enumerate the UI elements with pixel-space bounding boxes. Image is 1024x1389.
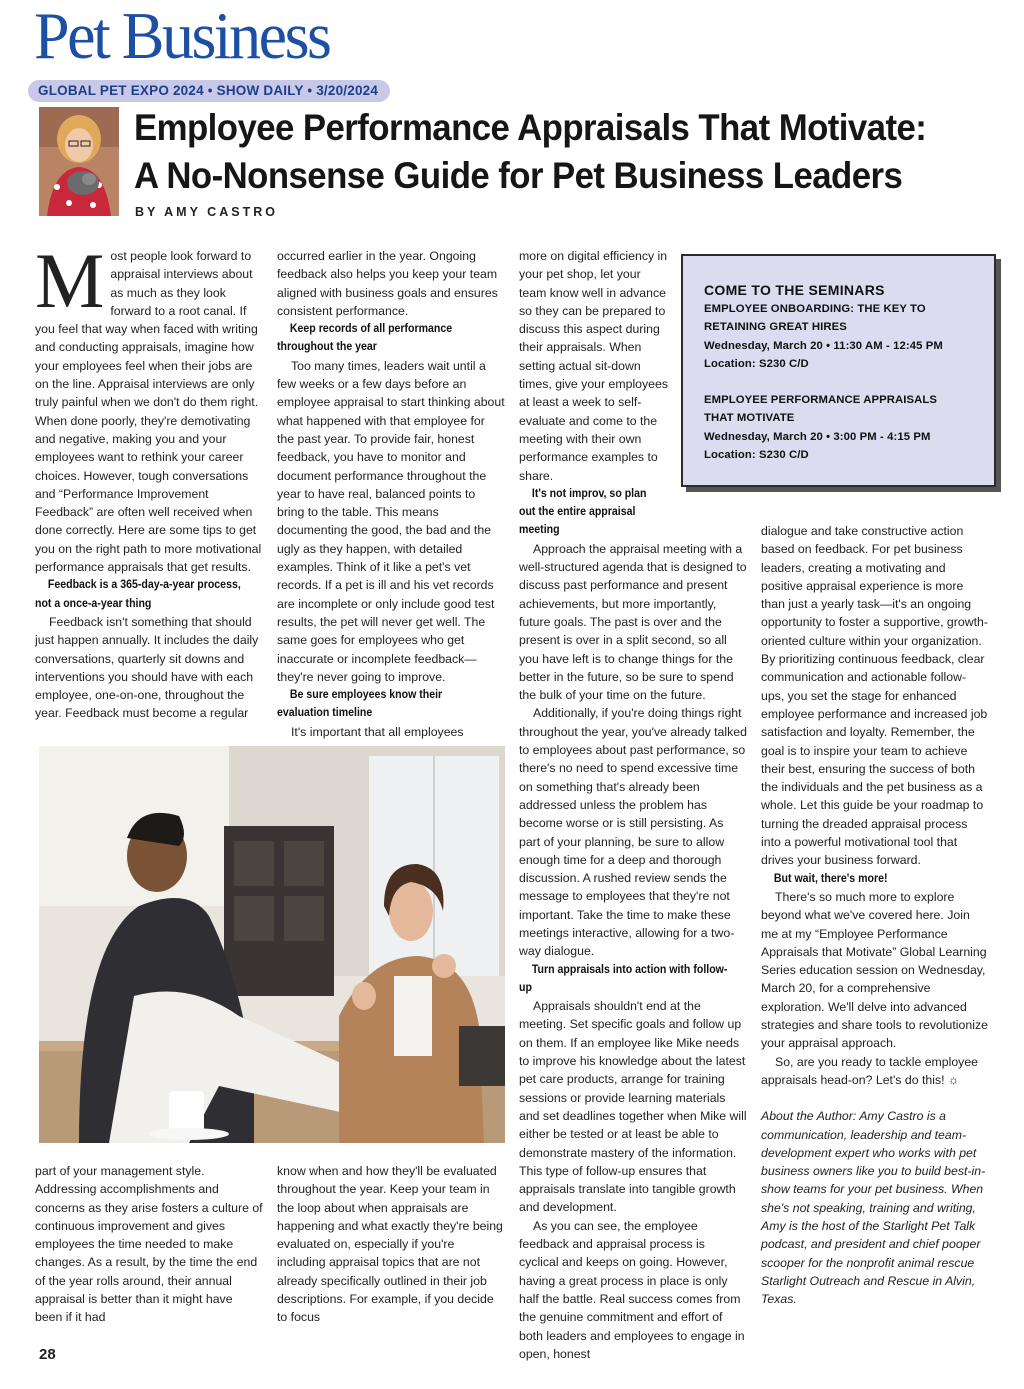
column-4 — [761, 522, 989, 1308]
subhead-plan: It's not improv, so plan out the entire appraisal meeting — [519, 487, 647, 537]
page-number: 28 — [39, 1346, 56, 1363]
col1-paragraph-1: ost people look forward to appraisal interviews about as much as they look forward to a root canal. If you feel that way when faced with writing and conducting appraisals, imagine how your employees feel when their jobs are on the line. Appraisal interviews are only truly painful when we don't do them right. When done poorly, they're demotivating and negative, making you and your employees want to rethink your career choices. However, tough conversations and “Performance Improvement Feedback” are often well received when done correctly. Here are some tips to get you on the right path to more motivational performance appraisals that get results. — [35, 249, 262, 575]
drop-cap: M — [35, 237, 105, 324]
about-the-author: About the Author: Amy Castro is a communication, leadership and team-development expert who works with pet business owners like you to build best-in-show teams for your pet business. When she's not speaking, training and writing, Amy is the host of the Starlight Pet Talk podcast, and president and chief pooper scooper for the nonprofit animal rescue Starlight Outreach and Rescue in Alvin, Texas. — [761, 1109, 986, 1307]
seminar-1-location: Location: S230 C/D — [704, 357, 809, 370]
subhead-more: But wait, there's more! — [773, 872, 888, 885]
author-photo — [39, 107, 119, 216]
col2-paragraph-1: occurred earlier in the year. Ongoing feedback also helps you keep your team aligned with business goals and ensures consistent performance. — [277, 249, 498, 318]
column-2-bottom — [277, 1162, 505, 1327]
subhead-timeline: Be sure employees know their evaluation timeline — [277, 689, 443, 720]
col3-paragraph-5: As you can see, the employee feedback and appraisal process is cyclical and keeps on going. However, having a great process in place is only half the battle. Real success comes from the genuine commitment and effort of both leaders and employees to engage in open, honest — [519, 1218, 745, 1361]
column-2-top — [277, 247, 505, 741]
col3-paragraph-4: Appraisals shouldn't end at the meeting. Set specific goals and follow up on them. If an employee like Mike needs to improve his knowledge about the latest pet care products, arrange for training sessions or provide learning materials and set deadlines together when Mike will either be tested or at least be able to demonstrate mastery of the information. This type of follow-up ensures that appraisals translate into tangible growth and development. — [519, 999, 747, 1215]
col3-paragraph-2: Approach the appraisal meeting with a well-structured agenda that is designed to discuss past performance and present achievements, but more importantly, future goals. The past is over and the present is over in a split second, so all you have left is to change things for the better in the future, so be sure to spend the bulk of your time on the future. — [519, 541, 747, 703]
seminar-2-location: Location: S230 C/D — [704, 449, 809, 462]
masthead — [28, 0, 398, 100]
byline: BY AMY CASTRO — [135, 205, 278, 219]
seminar-2-title-line-2: THAT MOTIVATE — [704, 412, 795, 425]
masthead-logo: Pet Business — [34, 0, 330, 73]
seminar-1-title-line-1: EMPLOYEE ONBOARDING: THE KEY TO — [704, 303, 926, 315]
seminar-1-time: Wednesday, March 20 • 11:30 AM - 12:45 PM — [704, 339, 943, 352]
subhead-records: Keep records of all performance throughout the year — [277, 323, 453, 354]
col2-paragraph-4: know when and how they'll be evaluated throughout the year. Keep your team in the loop about when appraisals are happening and what exactly they're being evaluated on, especially if you're including appraisal topics that are not already specifically outlined in their job descriptions. For example, if you decide to focus — [277, 1164, 503, 1325]
col3-paragraph-1: more on digital efficiency in your pet shop, let your team know well in advance so they can be prepared to discuss this aspect during their appraisals. When setting actual sit-down times, give your employees at least a week to self-evaluate and come to the meeting with their own performance examples to share. — [519, 249, 668, 483]
seminar-2-title-line-1: EMPLOYEE PERFORMANCE APPRAISALS — [704, 394, 938, 407]
seminar-1-title-line-2: RETAINING GREAT HIRES — [704, 321, 847, 334]
col4-paragraph-3: So, are you ready to tackle employee appraisals head-on? Let's do this! ☼ — [761, 1054, 979, 1087]
col3-paragraph-3: Additionally, if you're doing things right throughout the year, you've already talked to employees about past performance, so there's no need to spend excessive time on something that's already been addressed unless the problem has become worse or is still persisting. As part of your planning, be sure to allow enough time for a deep and thorough discussion. A rushed review sends the message to employees that they're not important. Take the time to make these meetings interactive, allowing for a two-way dialogue. — [519, 706, 747, 959]
column-1-top — [35, 237, 263, 723]
col4-paragraph-1: dialogue and take constructive action based on feedback. For pet business leaders, creating a motivating and positive appraisal experience is more than just a yearly task—it's an ongoing opportunity to foster a supportive, growth-oriented culture within your organization. By prioritizing continuous feedback, clear communication and actionable follow-ups, you set the stage for enhanced employee performance and increased job satisfaction and loyalty. Remember, the goal is to inspire your team to achieve their best, ensuring the success of both the individuals and the pet business as a whole. Let this guide be your roadmap to turning the dreaded appraisal process into a powerful motivational tool that drives your business forward. — [761, 524, 988, 868]
col1-paragraph-2: Feedback isn't something that should just happen annually. It includes the daily conversations, quarterly sit downs and interventions you should have with each employee, one-on-one, throughout the year. Feedback must become a regular — [35, 614, 259, 721]
col2-paragraph-2: Too many times, leaders wait until a few weeks or a few days before an employee appraisal to start thinking about what happened with that employee for the past year. To provide fair, honest feedback, you have to monitor and document performance throughout the year to have real, balanced points to bring to the table. This means documenting the good, the bad and the ugly as they happen, with detailed examples. Think of it like a pet's vet records. If a pet is ill and his vet records are incomplete or only include good test results, the pet will never get well. The same goes for employees who get inaccurate or incomplete feedback—they're never going to improve. — [277, 358, 505, 684]
col2-paragraph-3: It's important that all employees — [291, 724, 464, 739]
column-1-bottom — [35, 1162, 263, 1327]
headline-line-2: A No-Nonsense Guide for Pet Business Leaders — [134, 155, 903, 196]
col1-paragraph-3: part of your management style. Addressing accomplishments and concerns as they arise fosters a culture of continuous improvement and gives employees the time needed to make changes. As a result, by the time the end of the year rolls around, their annual appraisal is better than it might have been if it had — [35, 1164, 263, 1325]
article-headline — [134, 104, 961, 200]
col4-paragraph-2: There's so much more to explore beyond what we've covered here. Join me at my “Employee Performance Appraisals that Motivate” Global Learning Series education session on Wednesday, March 20, for a comprehensive exploration. We'll delve into advanced strategies and share tools to revolutionize your appraisal approach. — [761, 889, 988, 1051]
headline-line-1: Employee Performance Appraisals That Motivate: — [134, 107, 927, 148]
office-meeting-photo — [39, 746, 505, 1143]
subhead-follow-up: Turn appraisals into action with follow-up — [519, 963, 728, 994]
seminar-box — [681, 254, 996, 487]
seminar-2-time: Wednesday, March 20 • 3:00 PM - 4:15 PM — [704, 430, 931, 443]
subhead-feedback: Feedback is a 365-day-a-year process, not a once-a-year thing — [35, 579, 241, 610]
seminar-heading: COME TO THE SEMINARS — [704, 282, 885, 298]
masthead-subline: GLOBAL PET EXPO 2024 • SHOW DAILY • 3/20/2024 — [38, 83, 379, 98]
